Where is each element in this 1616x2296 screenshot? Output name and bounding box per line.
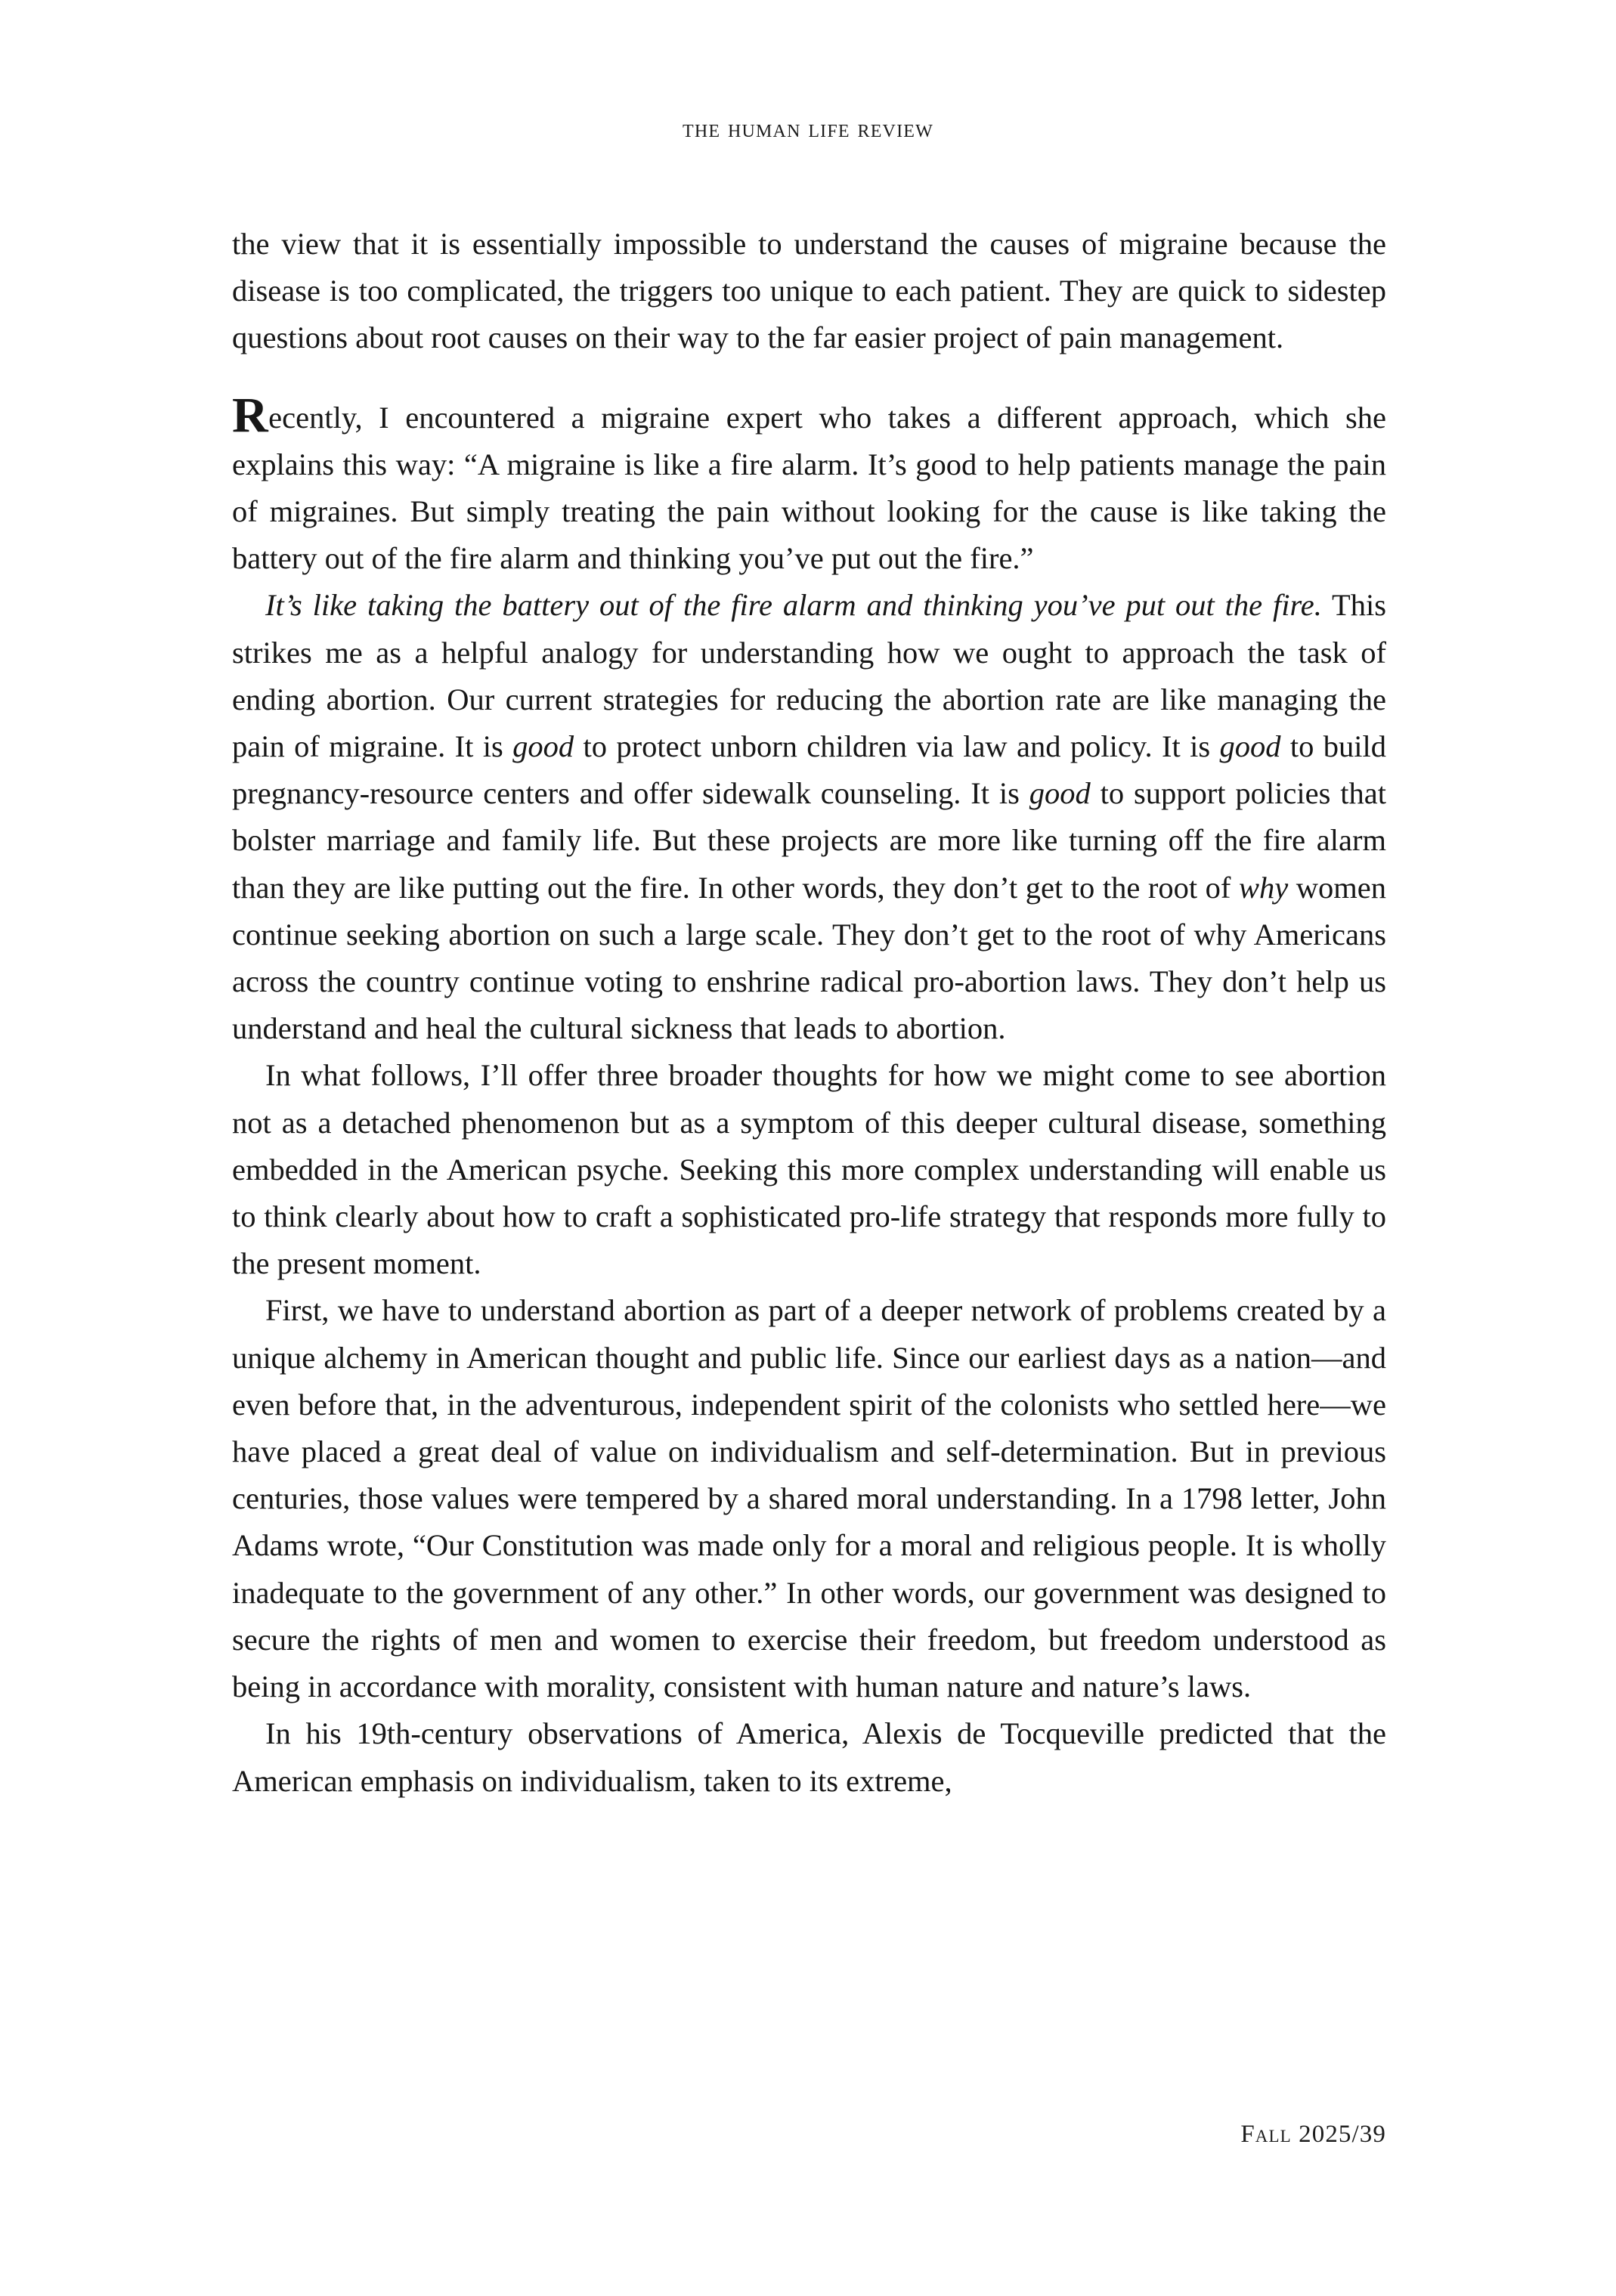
- run-bolster-marriage: to support policies that bolster marriage and family life. But these projects are more like turning off the fire alarm than they are like putting out the fire. In other words, they don’t get to the root of: [232, 776, 1387, 905]
- italic-quote-restatement: It’s like taking the battery out of the fire alarm and thinking you’ve put out the fire.: [265, 588, 1322, 623]
- page-folio: Fall 2025/39: [1240, 2121, 1386, 2148]
- italic-why: why: [1238, 870, 1289, 905]
- drop-cap-initial: R: [232, 387, 269, 443]
- paragraph-dropcap: [232, 387, 1386, 583]
- running-head-title: the human life review: [683, 115, 933, 143]
- text-column: [232, 221, 1386, 1805]
- paragraph-first-point: First, we have to understand abortion as part of a deeper network of problems created by a unique alchemy in American thought and public life. Since our earliest days as a nation—and even before that, in the adventurous, independent spirit of the colonists who settled here—we have placed a great deal of value on individualism and self-determination. But in previous centuries, those values were tempered by a shared moral understanding. In a 1798 letter, John Adams wrote, “Our Constitution was made only for a moral and religious people. It is wholly inadequate to the government of any other.” In other words, our government was designed to secure the rights of men and women to exercise their freedom, but freedom understood as being in accordance with morality, consistent with human nature and nature’s laws.: [232, 1293, 1386, 1704]
- run-after-italic-quote: This strikes me as a helpful analogy for understanding how we ought to approach the task of ending abortion. Our current strategies for reducing the abortion rate are like managing the pain of migraine. It is: [232, 588, 1386, 764]
- paragraph-in-what-follows: In what follows, I’ll offer three broader thoughts for how we might come to see abortion not as a detached phenomenon but as a symptom of this deeper cultural disease, something embedded in the American psyche. Seeking this more complex understanding will enable us to think clearly about how to craft a sophisticated pro-life strategy that responds more fully to the present moment.: [232, 1058, 1386, 1281]
- paragraph-continuation: the view that it is essentially impossible to understand the causes of migraine because the disease is too complicated, the triggers too unique to each patient. They are quick to sidestep questions about root causes on their way to the far easier project of pain management.: [232, 227, 1386, 355]
- paragraph-tocqueville: In his 19th-century observations of America, Alexis de Tocqueville predicted that the American emphasis on individualism, taken to its extreme,: [232, 1716, 1386, 1798]
- run-law-and-policy: to protect unborn children via law and policy. It is: [574, 729, 1220, 764]
- paragraph-fire-alarm-analogy: [232, 582, 1386, 1052]
- italic-good-3: good: [1029, 776, 1091, 811]
- run-closing-cultural-sickness: women continue seeking abortion on such a large scale. They don’t get to the root of why Americans across the country continue voting to enshrine radical pro-abortion laws. They don’t help us understand and heal the cultural sickness that leads to abortion.: [232, 870, 1386, 1046]
- run-pregnancy-resource: to build pregnancy-resource centers and offer sidewalk counseling. It is: [232, 729, 1386, 811]
- italic-good-2: good: [1219, 729, 1281, 764]
- paragraph-dropcap-text: ecently, I encountered a migraine expert who takes a different approach, which she explains this way: “A migraine is like a fire alarm. It’s good to help patients manage the pain of migraines. But simply treating the pain without looking for the cause is like taking the battery out of the fire alarm and thinking you’ve put out the fire.”: [232, 400, 1386, 576]
- italic-good-1: good: [512, 729, 574, 764]
